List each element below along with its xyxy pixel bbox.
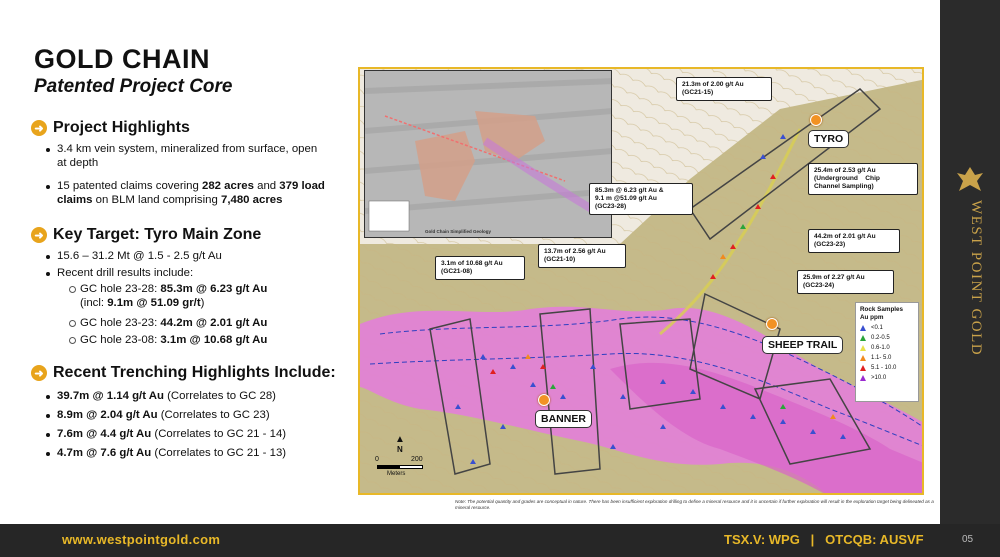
bullet-claims: 15 patented claims covering 282 acres and 379 load claims on BLM land comprising 7,480 acres: [57, 180, 329, 207]
footer-tickers: TSX.V: WPG | OTCQB: AUSVF: [724, 532, 924, 547]
legend-item: 5.1 - 10.0: [860, 365, 914, 371]
triangle-icon: [860, 325, 866, 331]
scale-bar: ▲ N 0 200 Meters: [375, 434, 423, 477]
sub-gc-23-23: GC hole 23-23: 44.2m @ 2.01 g/t Au: [80, 317, 267, 331]
annotation-gc21-08: 3.1m of 10.68 g/t Au (GC21-08): [435, 256, 525, 280]
triangle-icon: [860, 365, 866, 371]
annotation-gc21-10: 13.7m of 2.56 g/t Au (GC21-10): [538, 244, 626, 268]
annotation-chip-channel: 25.4m of 2.53 g/t Au (Underground Chip Channel Sampling): [808, 163, 918, 195]
brand-name: WEST POINT GOLD: [968, 200, 984, 357]
triangle-icon: [860, 335, 866, 341]
arrow-right-icon: ➜: [31, 120, 47, 136]
disclaimer-note: Note: The potential quantity and grades are conceptual in nature. There has been insufficient exploration drilling to define a mineral resource and it is uncertain if further exploration will result in the exploration target being delineated as a mineral resource.: [455, 499, 934, 510]
trench-item: 4.7m @ 7.6 g/t Au (Correlates to GC 21 - 13): [57, 447, 286, 461]
annotation-gc23-28: 85.3m @ 6.23 g/t Au & 9.1 m @51.09 g/t Au (GC23-28): [589, 183, 693, 215]
inset-caption: Gold Chain Simplified Geology: [425, 229, 492, 234]
place-label-sheep-trail: SHEEP TRAIL: [762, 336, 843, 354]
place-label-banner: BANNER: [535, 410, 592, 428]
inset-geology-map: [364, 70, 612, 238]
footer-bar: [0, 524, 1000, 557]
bullet-vein-system: 3.4 km vein system, mineralized from surface, open at depth: [57, 143, 327, 170]
place-label-tyro: TYRO: [808, 130, 849, 148]
section-trenching-heading: ➜ Recent Trenching Highlights Include:: [31, 364, 336, 382]
annotation-gc21-15: 21.3m of 2.00 g/t Au (GC21-15): [676, 77, 772, 101]
trench-item: 7.6m @ 4.4 g/t Au (Correlates to GC 21 - 14): [57, 428, 286, 442]
inset-terrain: [365, 71, 612, 238]
map-legend: Rock Samples Au ppm <0.1 0.2-0.5 0.6-1.0 1.1- 5.0 5.1 - 10.0 >10.0: [855, 302, 919, 402]
trench-item: 8.9m @ 2.04 g/t Au (Correlates to GC 23): [57, 409, 270, 423]
bullet-recent-drill: Recent drill results include:: [57, 267, 193, 281]
trench-item: 39.7m @ 1.14 g/t Au (Correlates to GC 28): [57, 390, 276, 404]
legend-item: 1.1- 5.0: [860, 355, 914, 361]
section-highlights-heading: ➜ Project Highlights: [31, 119, 190, 137]
location-pin-icon: [538, 394, 550, 406]
page-title: GOLD CHAIN: [34, 44, 210, 74]
bullet-tonnage: 15.6 – 31.2 Mt @ 1.5 - 2.5 g/t Au: [57, 250, 222, 264]
triangle-icon: [860, 375, 866, 381]
legend-item: <0.1: [860, 325, 914, 331]
arrow-right-icon: ➜: [31, 227, 47, 243]
annotation-gc23-24: 25.9m of 2.27 g/t Au (GC23-24): [797, 270, 894, 294]
legend-item: >10.0: [860, 375, 914, 381]
page-subtitle: Patented Project Core: [34, 76, 233, 97]
section-key-target-heading: ➜ Key Target: Tyro Main Zone: [31, 226, 261, 244]
location-pin-icon: [766, 318, 778, 330]
legend-item: 0.6-1.0: [860, 345, 914, 351]
triangle-icon: [860, 345, 866, 351]
north-arrow-icon: ▲: [395, 434, 405, 445]
arrow-right-icon: ➜: [31, 365, 47, 381]
legend-item: 0.2-0.5: [860, 335, 914, 341]
brand-logo-icon: [955, 165, 985, 195]
sub-gc-23-08: GC hole 23-08: 3.1m @ 10.68 g/t Au: [80, 334, 267, 348]
page-number: 05: [962, 534, 974, 545]
footer-url-link[interactable]: www.westpointgold.com: [62, 532, 221, 547]
triangle-icon: [860, 355, 866, 361]
sub-gc-23-28: GC hole 23-28: 85.3m @ 6.23 g/t Au (incl: 9.1m @ 51.09 gr/t): [80, 283, 320, 310]
annotation-gc23-23: 44.2m of 2.01 g/t Au (GC23-23): [808, 229, 900, 253]
location-pin-icon: [810, 114, 822, 126]
